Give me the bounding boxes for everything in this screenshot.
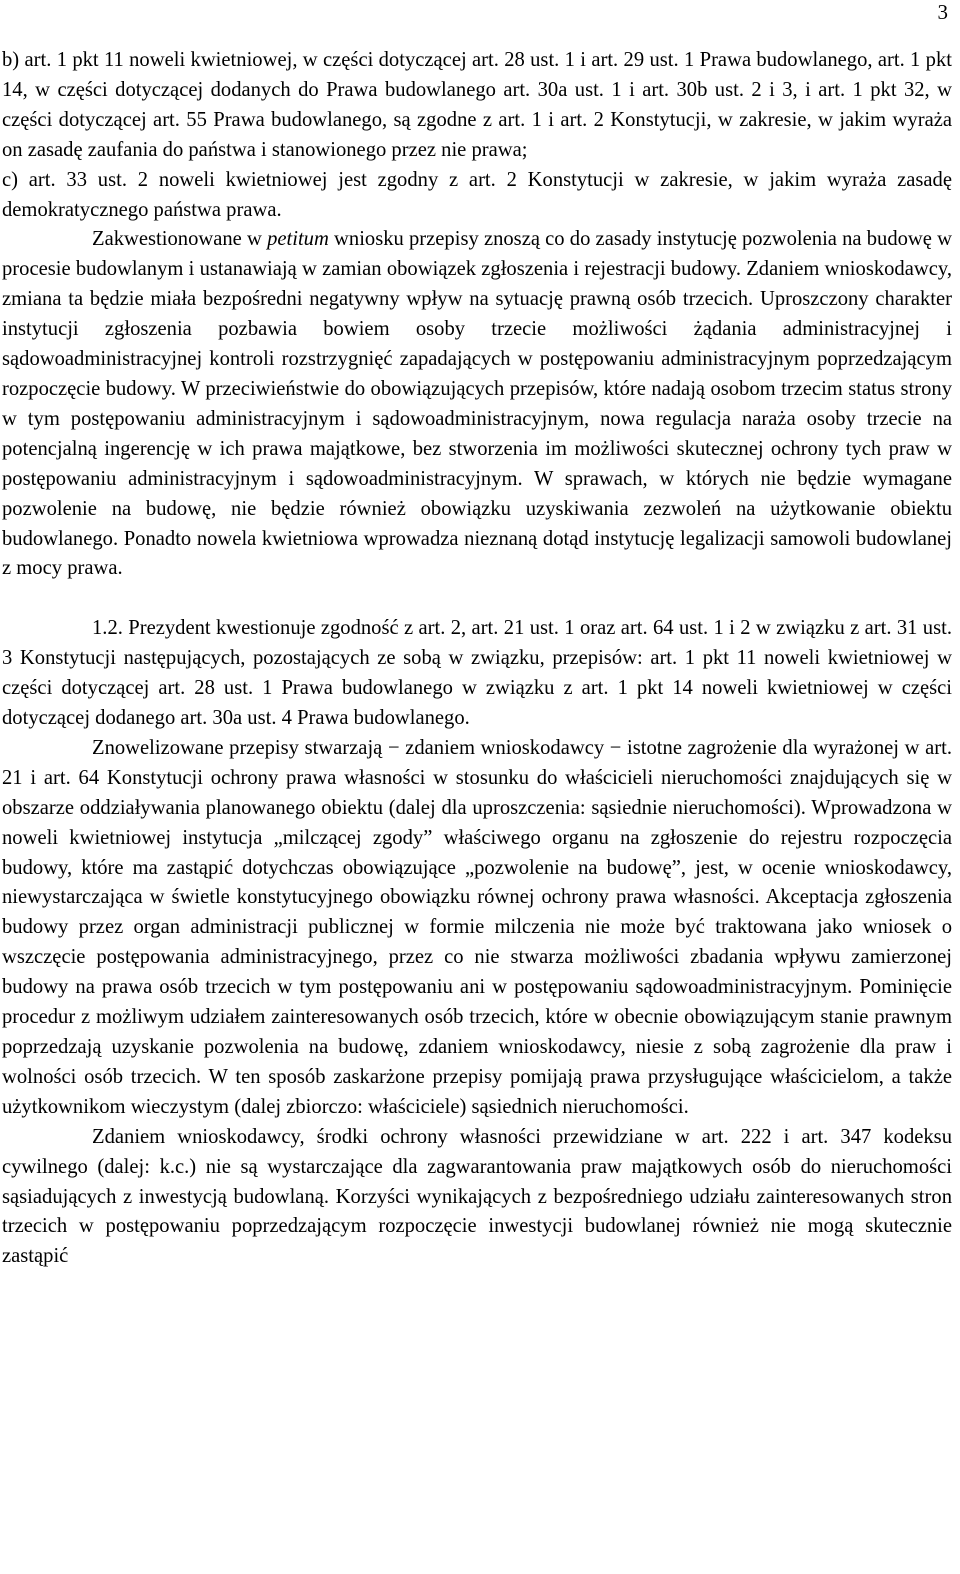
paragraph-srodki: Zdaniem wnioskodawcy, środki ochrony własności przewidziane w art. 222 i art. 347 kodeksu cywilnego (dalej: k.c.) nie są wystarczające dla zagwarantowania praw majątkowych osób do nieruchomości sąsiadujących z inwestycją budowlaną. Korzyści wynikających z bezpośredniego udziału zainteresowanych stron trzecich w postępowaniu poprzedzającym rozpoczęcie inwestycji budowlanej również nie mogą skutecznie zastąpić — [2, 1125, 952, 1268]
paragraph-zakwestionowane — [2, 225, 952, 584]
paragraph-text: wniosku przepisy znoszą co do zasady instytucję pozwolenia na budowę w procesie budowlanym i ustanawiają w zamian obowiązek zgłoszenia i rejestracji budowy. Zdaniem wnioskodawcy, zmiana ta będzie miała bezpośredni negatywny wpływ na sytuację prawną osób trzecich. Uproszczony charakter instytucji zgłoszenia pozbawia bowiem osoby trzecie możliwości żądania administracyjnej i sądowoadministracyjnej kontroli rozstrzygnięć zapadających w postępowaniu administracyjnym poprzedzającym rozpoczęcie budowy. W przeciwieństwie do obowiązujących przepisów, które nadają osobom trzecim status strony w tym postępowaniu administracyjnym i sądowoadministracyjnym, nowa regulacja naraża osoby trzecie na potencjalną ingerencję w ich prawa majątkowe, bez stworzenia im możliwości skutecznej ochrony tych praw w postępowaniu administracyjnym i sądowoadministracyjnym. W sprawach, w których nie będzie wymagane pozwolenie na budowę, nie będzie również obowiązku uzyskiwania zezwoleń na użytkowanie obiektu budowlanego. Ponadto nowela kwietniowa wprowadza nieznaną dotąd instytucję legalizacji samowoli budowlanej z mocy prawa. — [2, 228, 952, 580]
paragraph-1-2: 1.2. Prezydent kwestionuje zgodność z art. 2, art. 21 ust. 1 oraz art. 64 ust. 1 i 2 w związku z art. 31 ust. 3 Konstytucji następujących, pozostających ze sobą w związku, przepisów: art. 1 pkt 11 noweli kwietniowej w części dotyczącej art. 28 ust. 1 Prawa budowlanego w związku z art. 1 pkt 14 noweli kwietniowej w części dotyczącej dodanego art. 30a ust. 4 Prawa budowlanego. — [2, 617, 952, 730]
document-body — [2, 46, 952, 1272]
page-number: 3 — [937, 0, 948, 24]
italic-term: petitum — [267, 228, 329, 251]
paragraph-text: Zakwestionowane w — [92, 228, 268, 251]
paragraph-item-c: c) art. 33 ust. 2 noweli kwietniowej jest zgodny z art. 2 Konstytucji w zakresie, w jakim wyraża zasadę demokratycznego państwa prawa. — [2, 168, 952, 221]
paragraph-znowelizowane: Znowelizowane przepisy stwarzają − zdaniem wnioskodawcy − istotne zagrożenie dla wyrażonej w art. 21 i art. 64 Konstytucji ochrony prawa własności w stosunku do właścicieli nieruchomości znajdujących się w obszarze oddziaływania planowanego obiektu (dalej dla uproszczenia: sąsiednie nieruchomości). Wprowadzona w noweli kwietniowej instytucja „milczącej zgody” właściwego organu na zgłoszenie do rejestru rozpoczęcia budowy, które ma zastąpić dotychczas obowiązujące „pozwolenie na budowę”, jest, w ocenie wnioskodawcy, niewystarczająca w świetle konstytucyjnego obowiązku równej ochrony prawa własności. Akceptacja zgłoszenia budowy przez organ administracji publicznej w formie milczenia nie może być traktowana jako wniosek o wszczęcie postępowania administracyjnego, przez co nie stwarza możliwości zbadania wpływu zamierzonej budowy na prawa osób trzecich w tym postępowaniu ani w postępowaniu sądowoadministracyjnym. Pominięcie procedur z możliwym udziałem zainteresowanych osób trzecich, które w obecnie obowiązującym stanie prawnym poprzedzają uzyskanie pozwolenia na budowę, zdaniem wnioskodawcy, niesie z sobą zagrożenie dla praw i wolności osób trzecich. W ten sposób zaskarżone przepisy pomijają prawa przysługujące właścicielom, a także użytkownikom wieczystym (dalej zbiorczo: właściciele) sąsiednich nieruchomości. — [2, 736, 952, 1118]
paragraph-item-b: b) art. 1 pkt 11 noweli kwietniowej, w części dotyczącej art. 28 ust. 1 i art. 29 ust. 1 Prawa budowlanego, art. 1 pkt 14, w części dotyczącej dodanych do Prawa budowlanego art. 30a ust. 1 i art. 30b ust. 2 i 3, i art. 1 pkt 32, w części dotyczącej art. 55 Prawa budowlanego, są zgodne z art. 1 i art. 2 Konstytucji, w zakresie, w jakim wyraża on zasadę zaufania do państwa i stanowionego przez nie prawa; — [2, 49, 952, 161]
